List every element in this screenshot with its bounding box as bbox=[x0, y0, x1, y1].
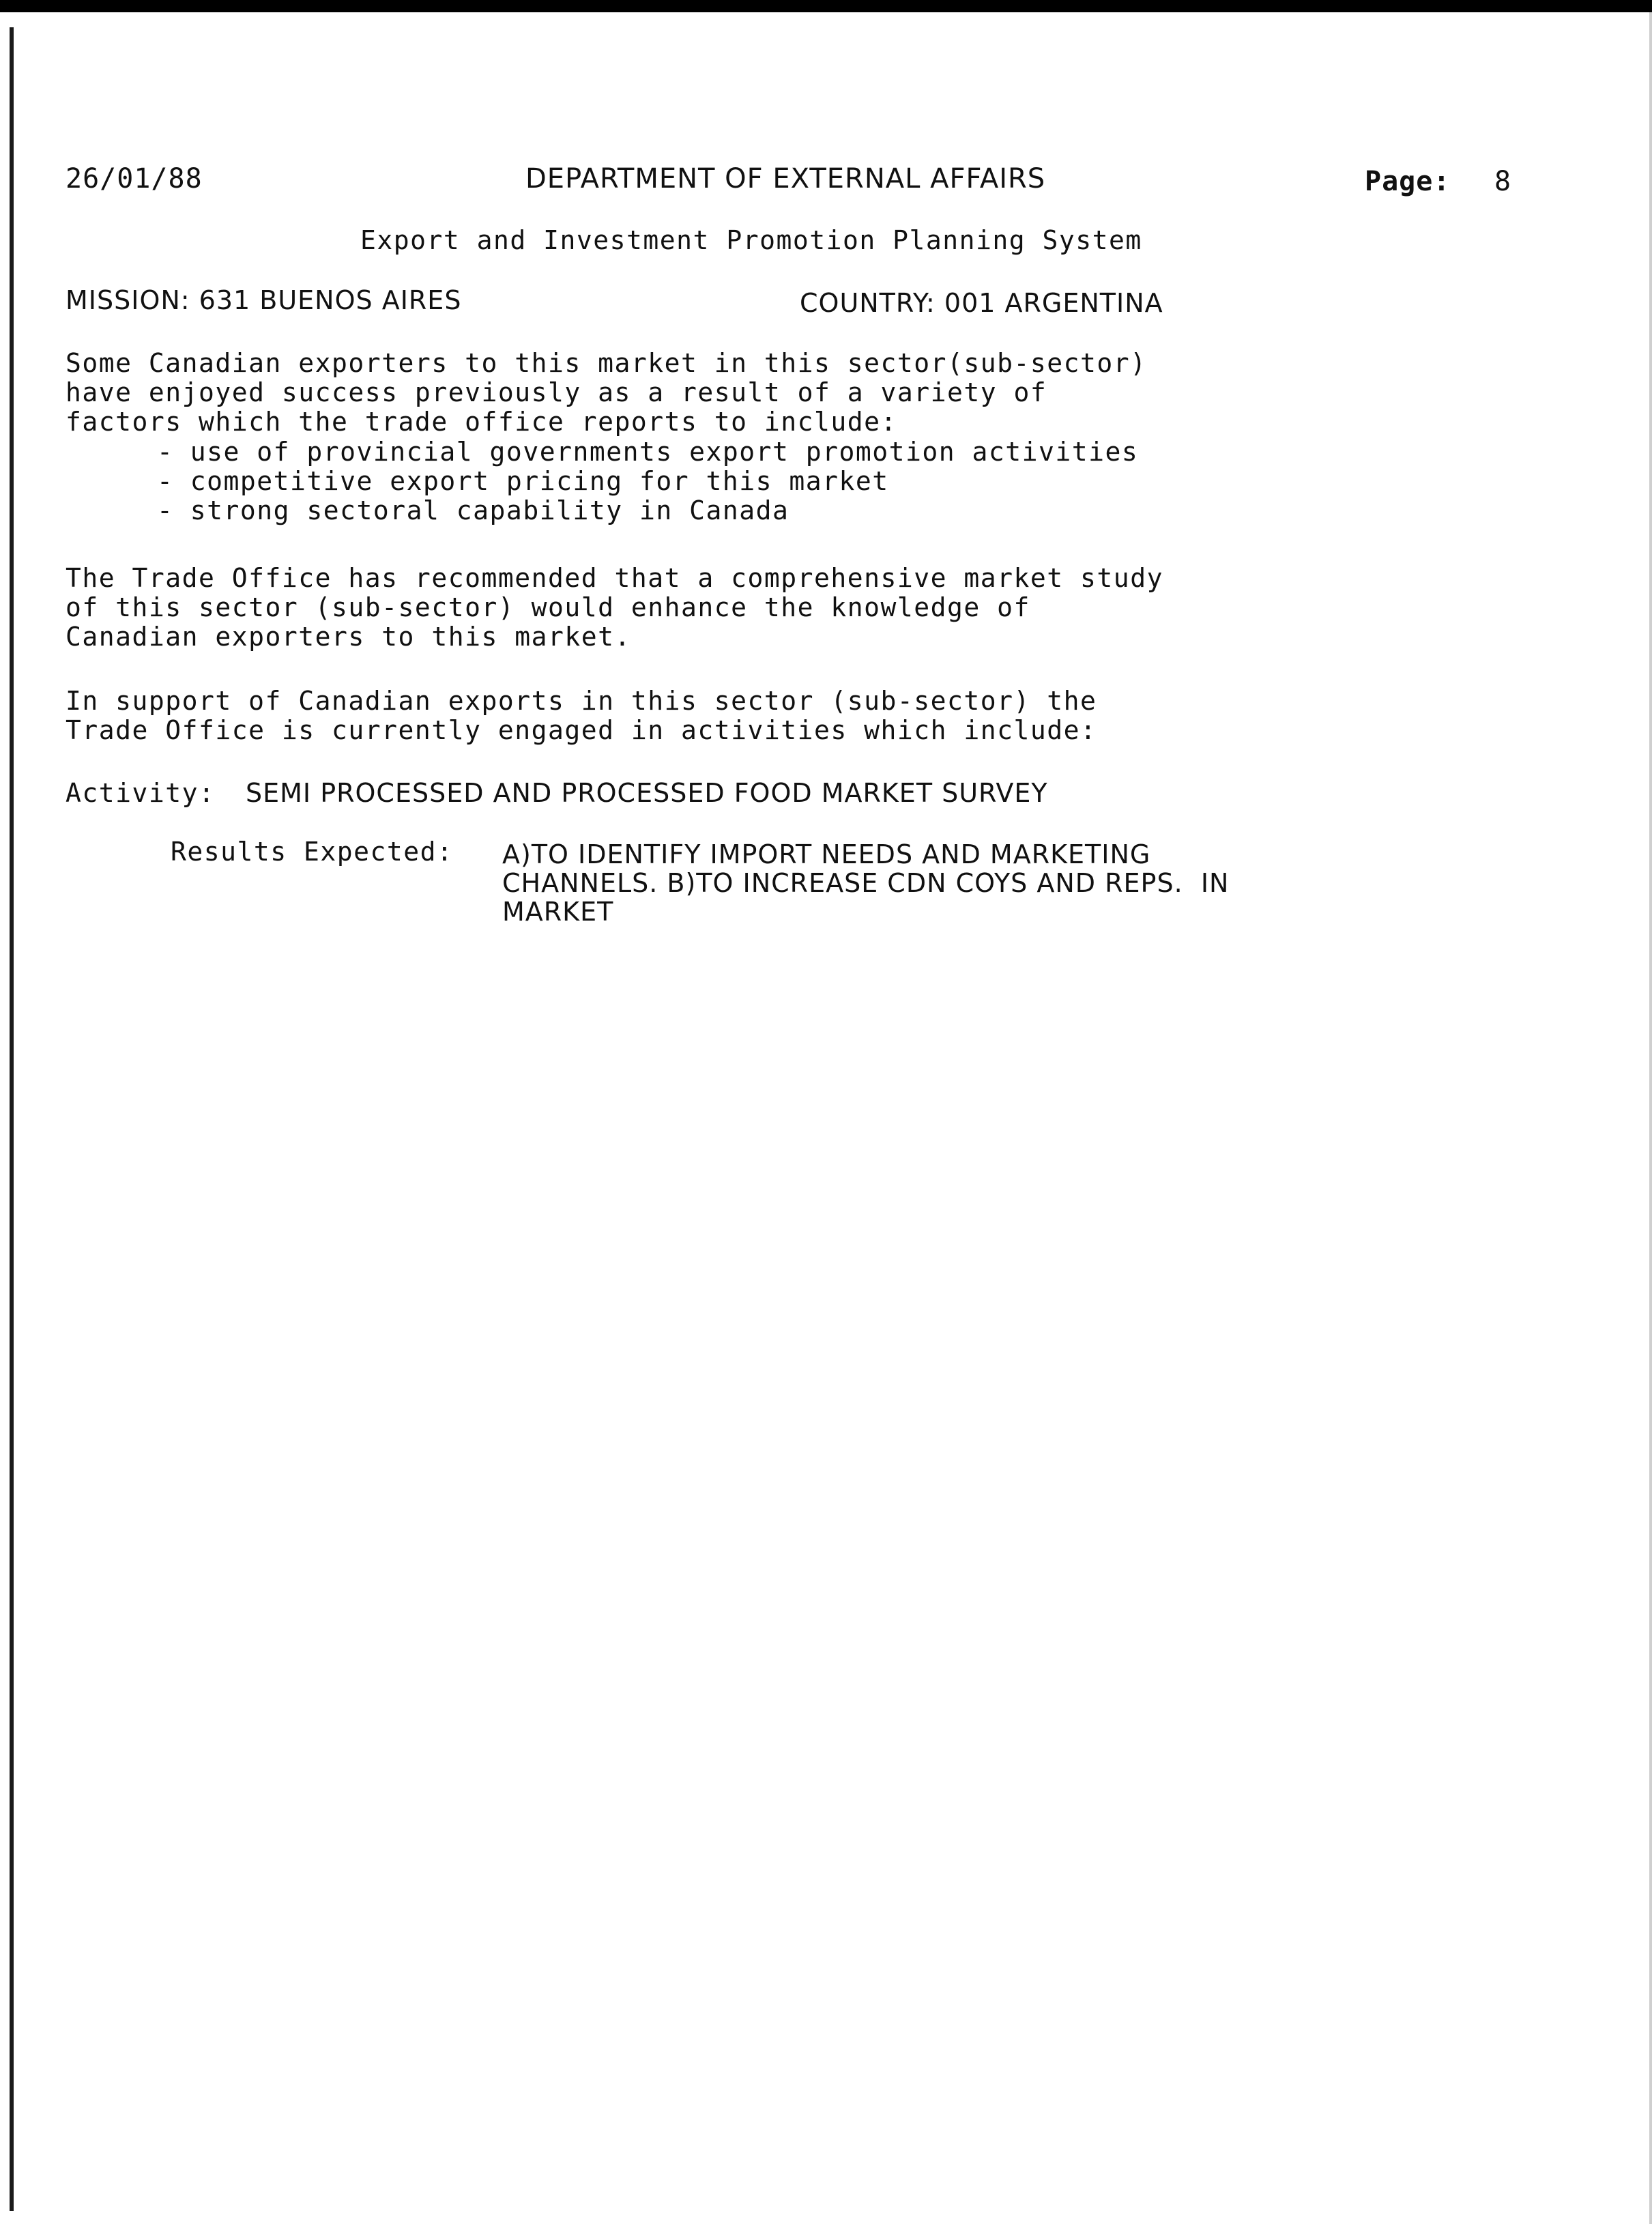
country-line: COUNTRY: 001 ARGENTINA bbox=[800, 288, 1163, 318]
results-expected-label: Results Expected: bbox=[171, 837, 454, 867]
page-number: 8 bbox=[1494, 166, 1512, 197]
paragraph-2-line-3: Canadian exporters to this market. bbox=[66, 622, 631, 652]
paragraph-3-line-2: Trade Office is currently engaged in activities which include: bbox=[66, 715, 1097, 745]
activity-value: SEMI PROCESSED AND PROCESSED FOOD MARKET SURVEY bbox=[246, 778, 1048, 808]
results-line-1: A)TO IDENTIFY IMPORT NEEDS AND MARKETING bbox=[502, 839, 1151, 869]
paragraph-1-line-1: Some Canadian exporters to this market in this sector(sub-sector) bbox=[66, 348, 1147, 378]
list-item: - use of provincial governments export promotion activities bbox=[157, 437, 1139, 467]
paragraph-2-line-2: of this sector (sub-sector) would enhance the knowledge of bbox=[66, 592, 1030, 622]
paragraph-1-line-2: have enjoyed success previously as a result of a variety of bbox=[66, 377, 1047, 407]
scan-right-border bbox=[1649, 12, 1652, 2224]
department-title: DEPARTMENT OF EXTERNAL AFFAIRS bbox=[525, 163, 1046, 194]
results-line-3: MARKET bbox=[502, 897, 614, 927]
list-item: - competitive export pricing for this market bbox=[157, 466, 889, 496]
activity-label: Activity: bbox=[66, 778, 216, 808]
scan-top-border bbox=[0, 0, 1652, 12]
scan-left-border bbox=[10, 27, 14, 2211]
results-line-2: CHANNELS. B)TO INCREASE CDN COYS AND REPS. IN bbox=[502, 868, 1230, 898]
system-title: Export and Investment Promotion Planning System bbox=[360, 225, 1142, 255]
list-item: - strong sectoral capability in Canada bbox=[157, 495, 789, 525]
paragraph-1-line-3: factors which the trade office reports to include: bbox=[66, 407, 897, 437]
paragraph-2-line-1: The Trade Office has recommended that a comprehensive market study bbox=[66, 563, 1163, 593]
report-date: 26/01/88 bbox=[66, 163, 203, 194]
paragraph-3-line-1: In support of Canadian exports in this sector (sub-sector) the bbox=[66, 686, 1097, 716]
mission-line: MISSION: 631 BUENOS AIRES bbox=[66, 285, 462, 315]
page-label: Page: bbox=[1365, 166, 1451, 197]
